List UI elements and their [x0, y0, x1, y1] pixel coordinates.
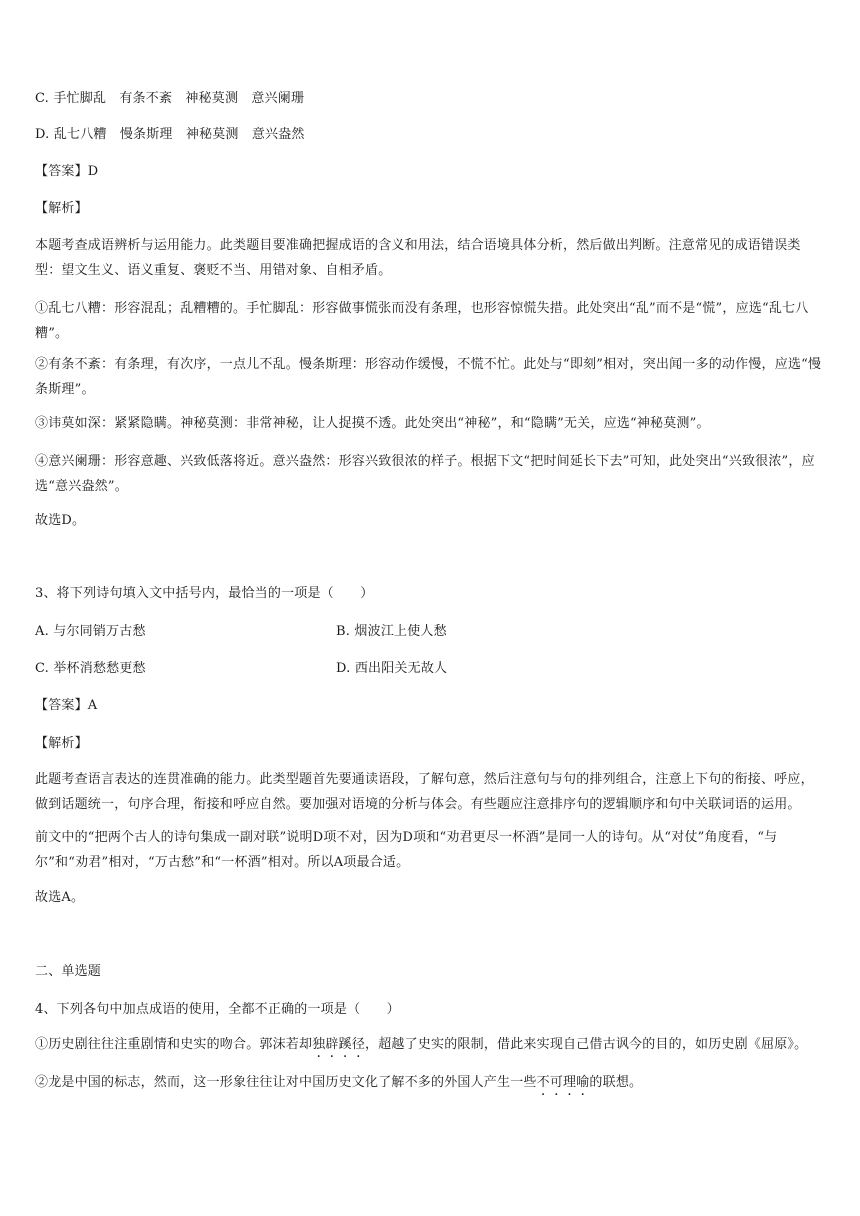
emphasis-char: 不	[536, 1075, 550, 1090]
emphasis-char: 喻	[576, 1075, 590, 1090]
q2-analysis-label: 【解析】	[35, 201, 88, 216]
q3-analysis-label: 【解析】	[35, 736, 88, 751]
q4-s2-before: ②龙是中国的标志，然而，这一形象往往让对中国历史文化了解不多的外国人产生一些	[35, 1075, 537, 1090]
emphasis-char: 蹊	[338, 1037, 352, 1052]
emphasis-char: 理	[563, 1075, 577, 1090]
q4-s1-after: ，超越了史实的限制，借此来实现自己借古讽今的目的，如历史剧《屈原》。	[365, 1037, 808, 1052]
q3-conclusion: 故选A。	[35, 890, 85, 905]
emphasis-char: 辟	[325, 1037, 339, 1052]
q3-stem: 3、将下列诗句填入文中括号内，最恰当的一项是（ ）	[35, 586, 374, 601]
q2-conclusion: 故选D。	[35, 513, 86, 528]
q2-analysis-p2: ②有条不紊：有条理，有次序，一点儿不乱。慢条斯理：形容动作缓慢，不慌不忙。此处与“即刻”相对，突出闻一多的动作慢，应选“慢条斯理”。	[35, 357, 822, 397]
q3-option-b: B. 烟波江上使人愁	[336, 624, 447, 639]
q3-option-d: D. 西出阳关无故人	[336, 661, 448, 676]
q2-analysis-intro: 本题考查成语辨析与运用能力。此类题目要准确把握成语的含义和用法，结合语境具体分析，然后做出判断。注意常见的成语错误类型：望文生义、语义重复、褒贬不当、用错对象、自相矛盾。	[35, 238, 801, 278]
q4-sentence-1	[35, 1032, 825, 1057]
emphasis-char: 独	[312, 1037, 326, 1052]
q2-analysis-p3: ③讳莫如深：紧紧隐瞒。神秘莫测：非常神秘，让人捉摸不透。此处突出“神秘”，和“隐瞒”无关，应选“神秘莫测”。	[35, 416, 710, 431]
q4-sentence-2	[35, 1070, 825, 1095]
q4-s2-after: 的联想。	[589, 1075, 643, 1090]
emphasis-char: 径	[351, 1037, 366, 1052]
q4-stem: 4、下列各句中加点成语的使用，全都不正确的一项是（ ）	[35, 1002, 400, 1017]
q3-analysis-p1: 此题考查语言表达的连贯准确的能力。此类型题首先要通读语段，了解句意，然后注意句与句的排列组合，注意上下句的衔接、呼应，做到话题统一，句序合理，衔接和呼应自然。要加强对语境的分析与体会。有些题应注意排序句的逻辑顺序和句中关联词语的运用。	[35, 772, 814, 812]
q2-analysis-p1: ①乱七八糟：形容混乱；乱糟糟的。手忙脚乱：形容做事慌张而没有条理，也形容惊慌失措。此处突出“乱”而不是“慌”，应选“乱七八糟”。	[35, 301, 809, 341]
q4-s1-before: ①历史剧往往注重剧情和史实的吻合。郭沫若却	[35, 1037, 313, 1052]
emphasis-char: 可	[549, 1075, 564, 1090]
q3-answer: 【答案】A	[35, 698, 98, 713]
q2-option-d: D. 乱七八糟 慢条斯理 神秘莫测 意兴盎然	[35, 127, 305, 142]
section-title: 二、单选题	[35, 964, 102, 979]
q2-analysis-p4: ④意兴阑珊：形容意趣、兴致低落将近。意兴盎然：形容兴致很浓的样子。根据下文“把时间延长下去”可知，此处突出“兴致很浓”，应选“意兴盎然”。	[35, 454, 815, 494]
q3-analysis-p2: 前文中的“把两个古人的诗句集成一副对联”说明D项不对，因为D项和“劝君更尽一杯酒”是同一人的诗句。从“对仗”角度看，“与尔”和“劝君”相对，“万古愁”和“一杯酒”相对。所以A项最合适。	[35, 830, 778, 870]
q3-option-c: C. 举杯消愁愁更愁	[35, 661, 146, 676]
q3-option-a: A. 与尔同销万古愁	[35, 624, 146, 639]
q2-answer: 【答案】D	[35, 164, 99, 179]
q2-option-c: C. 手忙脚乱 有条不紊 神秘莫测 意兴阑珊	[35, 91, 305, 106]
